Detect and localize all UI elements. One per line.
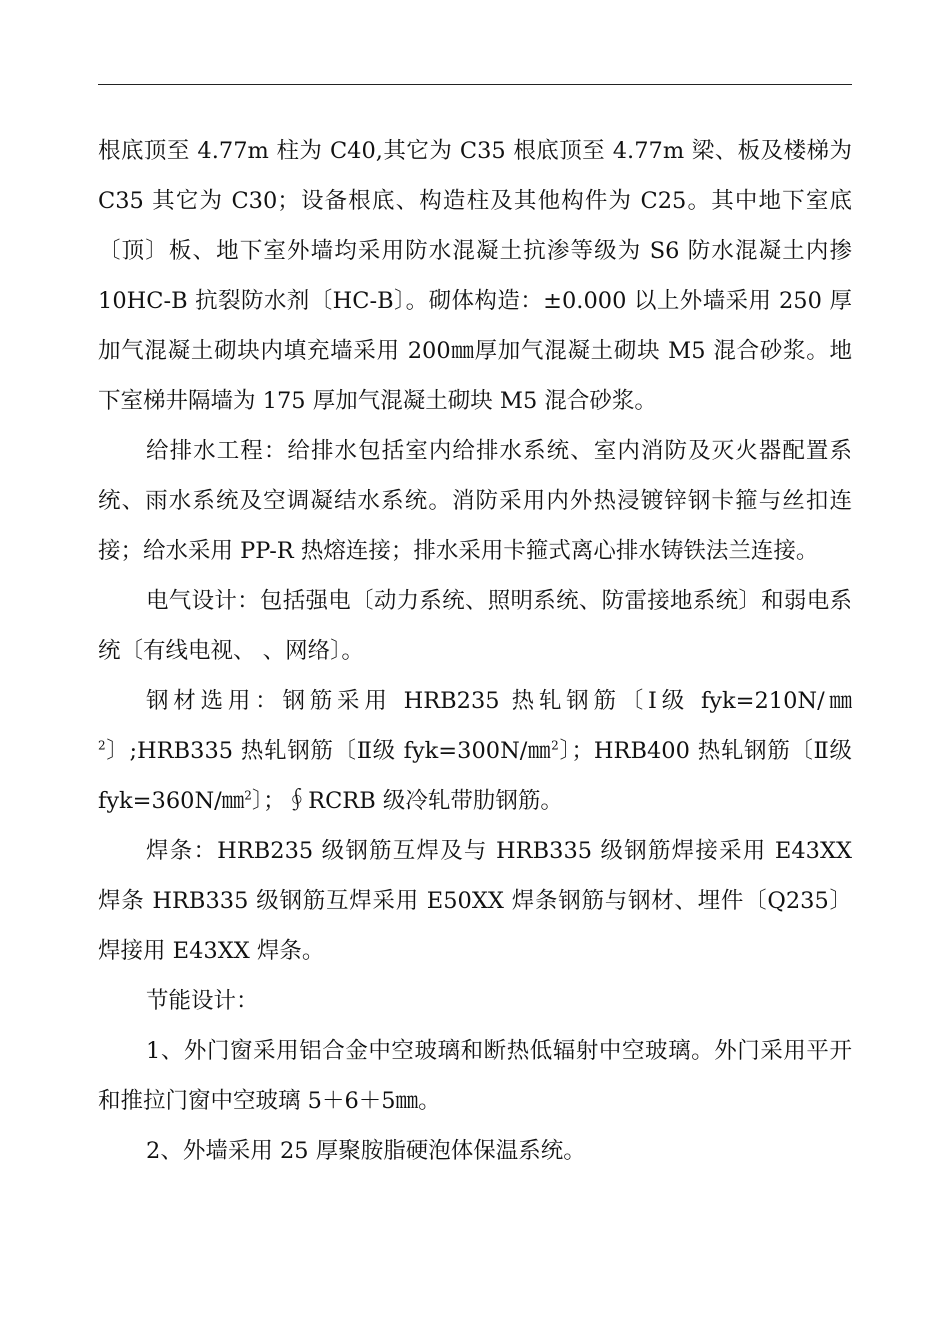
steel-text-1: 钢材选用：钢筋采用 HRB235 热轧钢筋〔Ⅰ级 fyk=210N/㎜ <box>146 688 852 714</box>
header-rule <box>98 84 852 85</box>
paragraph-electrical: 电气设计：包括强电〔动力系统、照明系统、防雷接地系统〕和弱电系统〔有线电视、 、网络〕。 <box>98 588 852 664</box>
steel-text-3: 〕；HRB400 热轧钢筋〔Ⅱ级 fyk=360N/㎜ <box>98 738 852 814</box>
document-body <box>98 126 852 1176</box>
paragraph-energy-item-1: 1、外门窗采用铝合金中空玻璃和断热低辐射中空玻璃。外门采用平开和推拉门窗中空玻璃 5＋6＋5㎜。 <box>98 1038 852 1114</box>
steel-text-2: 〕;HRB335 热轧钢筋〔Ⅱ级 fyk=300N/㎜ <box>105 738 552 764</box>
superscript-2: 2 <box>98 738 106 753</box>
paragraph-structure: 根底顶至 4.77m 柱为 C40,其它为 C35 根底顶至 4.77m 梁、板及楼梯为 C35 其它为 C30；设备根底、构造柱及其他构件为 C25。其中地下室底〔顶〕板、地下室外墙均采用防水混凝土抗渗等级为 S6 防水混凝土内掺 10HC-B 抗裂防水剂〔HC-B〕。砌体构造：±0.000 以上外墙采用 250 厚加气混凝土砌块内填充墙采用 200㎜厚加气混凝土砌块 M5 混合砂浆。地下室梯井隔墙为 175 厚加气混凝土砌块 M5 混合砂浆。 <box>98 138 852 414</box>
paragraph-energy-item-2: 2、外墙采用 25 厚聚胺脂硬泡体保温系统。 <box>146 1138 586 1164</box>
paragraph-welding: 焊条：HRB235 级钢筋互焊及与 HRB335 级钢筋焊接采用 E43XX 焊条 HRB335 级钢筋互焊采用 E50XX 焊条钢筋与钢材、埋件〔Q235〕焊接用 E43XX 焊条。 <box>98 838 852 964</box>
superscript-2: 2 <box>551 738 559 753</box>
paragraph-steel <box>98 676 852 826</box>
steel-text-4: 〕；∮RCRB 级冷轧带肋钢筋。 <box>251 788 563 814</box>
superscript-2: 2 <box>244 788 252 803</box>
paragraph-plumbing: 给排水工程：给排水包括室内给排水系统、室内消防及灭火器配置系统、雨水系统及空调凝结水系统。消防采用内外热浸镀锌钢卡箍与丝扣连接；给水采用 PP-R 热熔连接；排水采用卡箍式离心排水铸铁法兰连接。 <box>98 438 852 564</box>
paragraph-energy-title: 节能设计： <box>146 988 259 1014</box>
